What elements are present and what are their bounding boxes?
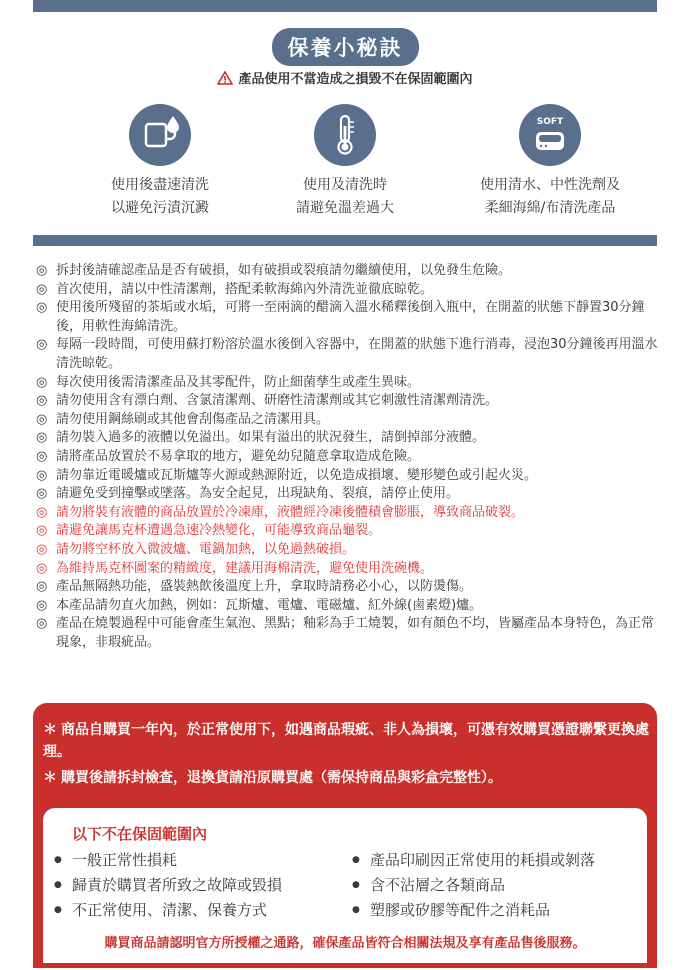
care-item-text: 為維持馬克杯圖案的精緻度，建議用海棉清洗，避免使用洗碗機。 [56, 560, 434, 576]
care-item [36, 299, 660, 336]
bullet-marker: ◎ [36, 263, 48, 278]
care-item [36, 578, 660, 597]
bullet-marker: ◎ [36, 597, 48, 613]
tip-2-line-2: 請避免溫差過大 [296, 200, 394, 216]
bullet-marker: ◎ [36, 504, 48, 520]
care-item-text: 請將產品放置於不易拿取的地方，避免幼兒隨意拿取造成危險。 [56, 448, 421, 464]
not-covered-item: ● 塑膠或矽膠等配件之消耗品 [352, 898, 595, 923]
care-item [36, 262, 660, 281]
care-item-text: 產品無隔熱功能，盛裝熱飲後溫度上升，拿取時請務必小心，以防燙傷。 [56, 579, 473, 595]
tip-soft-sponge [440, 104, 660, 220]
not-covered-item: ● 歸責於購買者所致之故障或毀損 [54, 873, 282, 898]
bullet-marker: ◎ [36, 616, 48, 632]
care-item-text: 請勿將裝有液體的商品放置於冷凍庫，液體經冷凍後體積會膨脹，導致商品破裂。 [56, 504, 525, 520]
not-covered-item: ● 不正常使用、清潔、保養方式 [54, 898, 282, 923]
care-item [36, 522, 660, 541]
not-covered-item: ● 一般正常性損耗 [54, 848, 282, 873]
care-item-text: 每隔一段時間，可使用蘇打粉溶於溫水後倒入容器中，在開蓋的狀態下進行消毒，浸泡30分鐘後再用溫水清洗晾乾。 [56, 337, 658, 371]
bullet-marker: ◎ [36, 523, 48, 539]
warning-icon [217, 71, 233, 85]
bullet-marker: ◎ [36, 300, 48, 316]
tip-2-line-1: 使用及清洗時 [303, 177, 387, 193]
bullet-marker: ◎ [36, 541, 48, 557]
top-divider-bar [33, 0, 657, 12]
care-item-text: 請勿裝入過多的液體以免溢出。如果有溢出的狀況發生，請倒掉部分液體。 [56, 430, 486, 446]
warranty-line-1 [43, 719, 653, 763]
bullet-marker: ◎ [36, 393, 48, 409]
title-area [0, 28, 690, 66]
care-item [36, 504, 660, 523]
care-item [36, 615, 660, 652]
care-item [36, 374, 660, 393]
warning-text: 產品使用不當造成之損毀不在保固範圍內 [238, 72, 473, 87]
warranty-line-1-text: 商品自購買一年內，於正常使用下，如遇商品瑕疵、非人為損壞，可憑有效購買憑證聯繫更換處理。 [43, 722, 649, 760]
tip-temperature [235, 104, 455, 220]
not-covered-item: ● 含不沾層之各類商品 [352, 873, 595, 898]
bullet-marker: ◎ [36, 411, 48, 427]
bullet-marker: ◎ [36, 281, 48, 297]
authorized-channel-note: 購買商品請認明官方所授權之通路，確保產品皆符合相關法規及享有產品售後服務。 [104, 936, 586, 951]
care-item [36, 597, 660, 616]
care-item-text: 請勿使用含有漂白劑、含氯清潔劑、研磨性清潔劑或其它刺激性清潔劑清洗。 [56, 393, 499, 409]
care-item-text: 每次使用後需清潔產品及其零配件，防止細菌孳生或產生異味。 [56, 374, 421, 390]
care-item [36, 485, 660, 504]
bullet-marker: ◎ [36, 337, 48, 353]
care-item [36, 429, 660, 448]
care-item-text: 本產品請勿直火加熱，例如：瓦斯爐、電爐、電磁爐、紅外線(鹵素燈)爐。 [56, 597, 483, 613]
care-item-text: 請避免讓馬克杯遭遇急速冷熱變化，可能導致商品龜裂。 [56, 523, 382, 539]
not-covered-left-list [54, 848, 282, 923]
care-item-text: 請避免受到撞擊或墜落。為安全起見，出現缺角、裂痕，請停止使用。 [56, 486, 460, 502]
care-instructions-list [36, 262, 660, 652]
care-item [36, 336, 660, 373]
care-item-text: 使用後所殘留的茶垢或水垢，可將一至兩滴的醋滴入溫水稀釋後倒入瓶中，在開蓋的狀態下靜置30分鐘後，用軟性海綿清洗。 [56, 300, 645, 334]
care-item-text: 請勿將空杯放入微波爐、電鍋加熱，以免過熱破損。 [56, 541, 356, 557]
not-covered-item: ● 產品印刷因正常使用的耗損或剝落 [352, 848, 595, 873]
care-item [36, 560, 660, 579]
warranty-line-2 [43, 767, 653, 789]
care-item [36, 467, 660, 486]
bullet-marker: ◎ [36, 486, 48, 502]
warranty-line-2-text: 購買後請拆封檢查，退換貨請沿原購買處（需保持商品與彩盒完整性）。 [61, 770, 502, 786]
bullet-marker: ◎ [36, 467, 48, 483]
bullet-marker: ◎ [36, 374, 48, 390]
bullet-marker: ◎ [36, 560, 48, 576]
not-covered-title: 以下不在保固範圍內 [72, 825, 208, 843]
tip-1-line-1: 使用後盡速清洗 [111, 177, 209, 193]
care-item [36, 281, 660, 300]
bullet-marker: ◎ [36, 448, 48, 464]
bullet-marker: ◎ [36, 430, 48, 446]
care-item-text: 拆封後請確認產品是否有破損，如有破損或裂痕請勿繼續使用，以免發生危險。 [56, 263, 512, 278]
care-item-text: 首次使用，請以中性清潔劑，搭配柔軟海綿內外清洗並徹底晾乾。 [56, 281, 434, 297]
tip-3-line-1: 使用清水、中性洗劑及 [480, 177, 620, 193]
page-title: 保養小秘訣 [272, 28, 419, 66]
thermometer-icon [314, 104, 376, 166]
sponge-icon [519, 104, 581, 166]
not-covered-right-list [352, 848, 595, 923]
care-item [36, 411, 660, 430]
middle-divider-bar [33, 235, 657, 246]
star-marker: ＊ [43, 722, 57, 738]
star-marker: ＊ [43, 770, 57, 786]
care-item-text: 請勿使用鋼絲刷或其他會刮傷產品之清潔用具。 [56, 411, 330, 427]
tip-3-line-2: 柔細海綿/布清洗產品 [484, 200, 616, 216]
care-item [36, 392, 660, 411]
bullet-marker: ◎ [36, 579, 48, 595]
tip-1-line-2: 以避免污漬沉澱 [111, 200, 209, 216]
care-item-text: 產品在燒製過程中可能會產生氣泡、黑點；釉彩為手工燒製，如有顏色不均，皆屬產品本身特色，為正常現象，非瑕疵品。 [56, 616, 655, 650]
care-item-text: 請勿靠近電暖爐或瓦斯爐等火源或熱源附近，以免造成損壞、變形變色或引起火災。 [56, 467, 538, 483]
care-item [36, 541, 660, 560]
care-item [36, 448, 660, 467]
cup-drop-icon [129, 104, 191, 166]
soft-badge-text: SOFT [536, 117, 564, 127]
warning-notice [0, 68, 690, 87]
